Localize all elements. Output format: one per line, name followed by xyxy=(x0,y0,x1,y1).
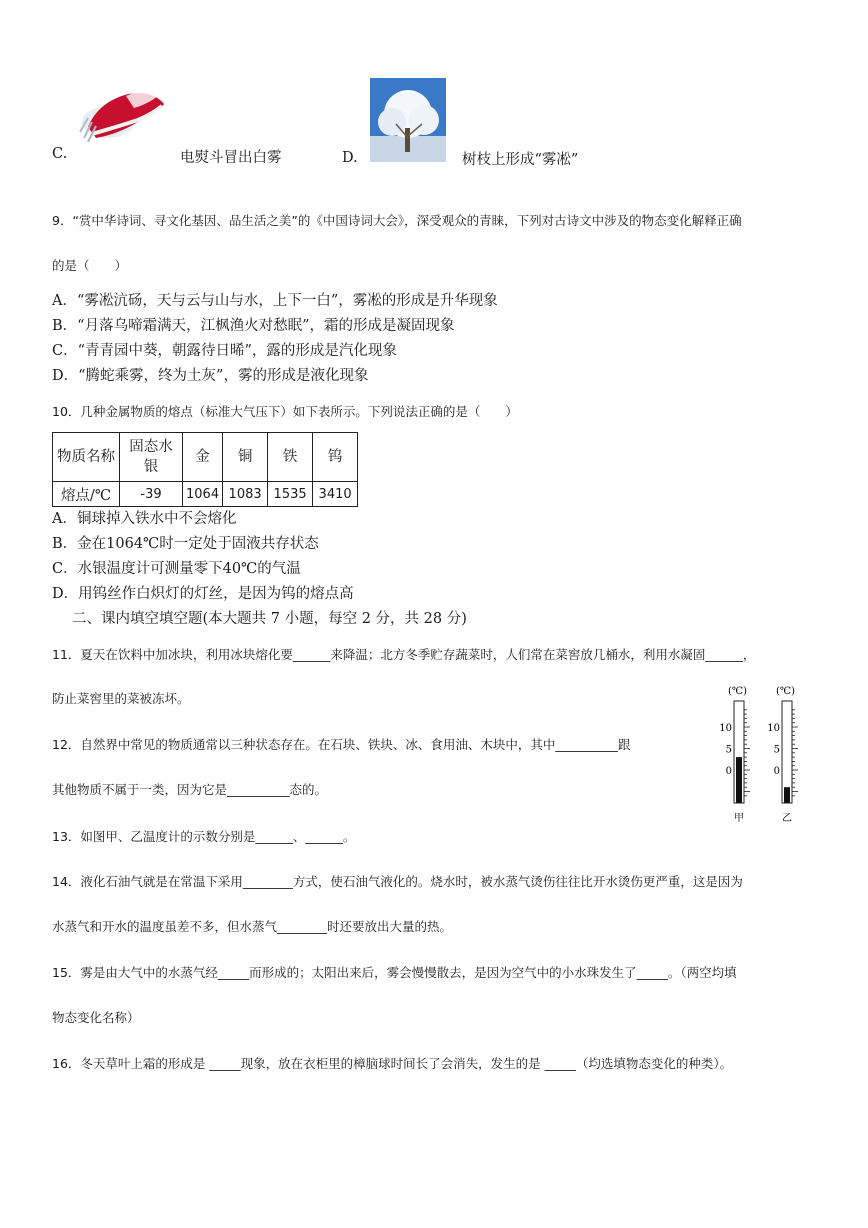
q9-stem-line1: 9．“赏中华诗词、寻文化基因、品生活之美”的《中国诗词大会》，深受观众的青睐，下列对古诗文中涉及的物态变化解释正确 xyxy=(52,213,742,228)
option-c-letter: C. xyxy=(52,146,68,162)
table-cell: 3410 xyxy=(313,482,358,507)
q9-option-b: B．“月落乌啼霜满天，江枫渔火对愁眠”，霜的形成是凝固现象 xyxy=(52,318,455,334)
q10-option-c: C．水银温度计可测量零下40℃的气温 xyxy=(52,561,301,577)
table-header-cell: 物质名称 xyxy=(53,433,120,482)
q14-line2: 水蒸气和开水的温度虽差不多，但水蒸气________时还要放出大量的热。 xyxy=(52,919,453,934)
q11-line1: 11．夏天在饮料中加冰块，利用冰块熔化要______来降温；北方冬季贮存蔬菜时，人们常在菜窖放几桶水，利用水凝固______， xyxy=(52,647,756,662)
q15-line2: 物态变化名称） xyxy=(52,1010,140,1025)
option-d-letter: D. xyxy=(342,150,358,166)
table-header-cell: 固态水银 xyxy=(120,433,183,482)
thermometer-tick-label: 5 xyxy=(725,744,732,756)
q9-option-a: A．“雾凇沆砀，天与云与山与水，上下一白”，雾凇的形成是升华现象 xyxy=(52,293,498,309)
q10-stem: 10．几种金属物质的熔点（标准大气压下）如下表所示。下列说法正确的是（ ） xyxy=(52,404,518,419)
thermometer-liquid xyxy=(736,757,742,803)
table-cell: -39 xyxy=(120,482,183,507)
q13-text: 13．如图甲、乙温度计的示数分别是______、______。 xyxy=(52,829,356,844)
q10-option-d: D．用钨丝作白炽灯的灯丝，是因为钨的熔点高 xyxy=(52,586,354,602)
option-d-caption: 树枝上形成“雾凇” xyxy=(462,152,579,168)
q14-line1: 14．液化石油气就是在常温下采用________方式，使石油气液化的。烧水时，被水蒸气烫伤往往比开水烫伤更严重，这是因为 xyxy=(52,874,743,889)
thermometer-unit: (℃) xyxy=(776,686,795,697)
thermometer-label: 乙 xyxy=(782,813,792,824)
thermometer-figure xyxy=(712,683,822,825)
steam-iron-icon xyxy=(78,82,168,150)
table-cell: 1083 xyxy=(223,482,268,507)
table-cell: 熔点/℃ xyxy=(53,482,120,507)
q9-option-d: D．“腾蛇乘雾，终为土灰”，雾的形成是液化现象 xyxy=(52,368,369,384)
q10-option-b: B．金在1064℃时一定处于固液共存状态 xyxy=(52,536,319,552)
q15-line1: 15．雾是由大气中的水蒸气经_____而形成的；太阳出来后，雾会慢慢散去，是因为空气中的小水珠发生了_____。（两空均填 xyxy=(52,965,737,980)
thermometer-tick-label: 10 xyxy=(719,723,732,734)
thermometer-drawing xyxy=(712,683,822,825)
melting-point-table xyxy=(52,432,358,507)
q12-line2: 其他物质不属于一类，因为它是__________态的。 xyxy=(52,782,328,797)
q12-line1: 12．自然界中常见的物质通常以三种状态存在。在石块、铁块、冰、食用油、木块中，其中__________跟 xyxy=(52,737,631,752)
section-heading: 二、课内填空填空题(本大题共 7 小题，每空 2 分，共 28 分) xyxy=(72,611,467,627)
table-header-cell: 铜 xyxy=(223,433,268,482)
table-cell: 1064 xyxy=(183,482,223,507)
thermometer-unit: (℃) xyxy=(728,686,747,697)
q9-option-c: C．“青青园中葵，朝露待日晞”，露的形成是汽化现象 xyxy=(52,343,397,359)
thermometer-tick-label: 0 xyxy=(725,766,732,777)
table-header-cell: 钨 xyxy=(313,433,358,482)
thermometer-liquid xyxy=(784,787,790,803)
table-header-cell: 金 xyxy=(183,433,223,482)
thermometer-label: 甲 xyxy=(734,813,744,824)
rime-tree-photo xyxy=(370,78,446,162)
q11-line2: 防止菜窖里的菜被冻坏。 xyxy=(52,691,190,706)
table-cell: 1535 xyxy=(268,482,313,507)
thermometer-tick-label: 10 xyxy=(767,723,780,734)
thermometer-tick-label: 0 xyxy=(773,766,780,777)
q16-text: 16．冬天草叶上霜的形成是 _____现象，放在衣柜里的樟脑球时间长了会消失，发生的是 _____（均选填物态变化的种类）。 xyxy=(52,1056,733,1071)
q9-stem-line2: 的是（ ） xyxy=(52,258,128,273)
table-header-cell: 铁 xyxy=(268,433,313,482)
thermometer-tick-label: 5 xyxy=(773,744,780,756)
q10-option-a: A．铜球掉入铁水中不会熔化 xyxy=(52,511,237,527)
option-c-caption: 电熨斗冒出白雾 xyxy=(180,150,282,166)
